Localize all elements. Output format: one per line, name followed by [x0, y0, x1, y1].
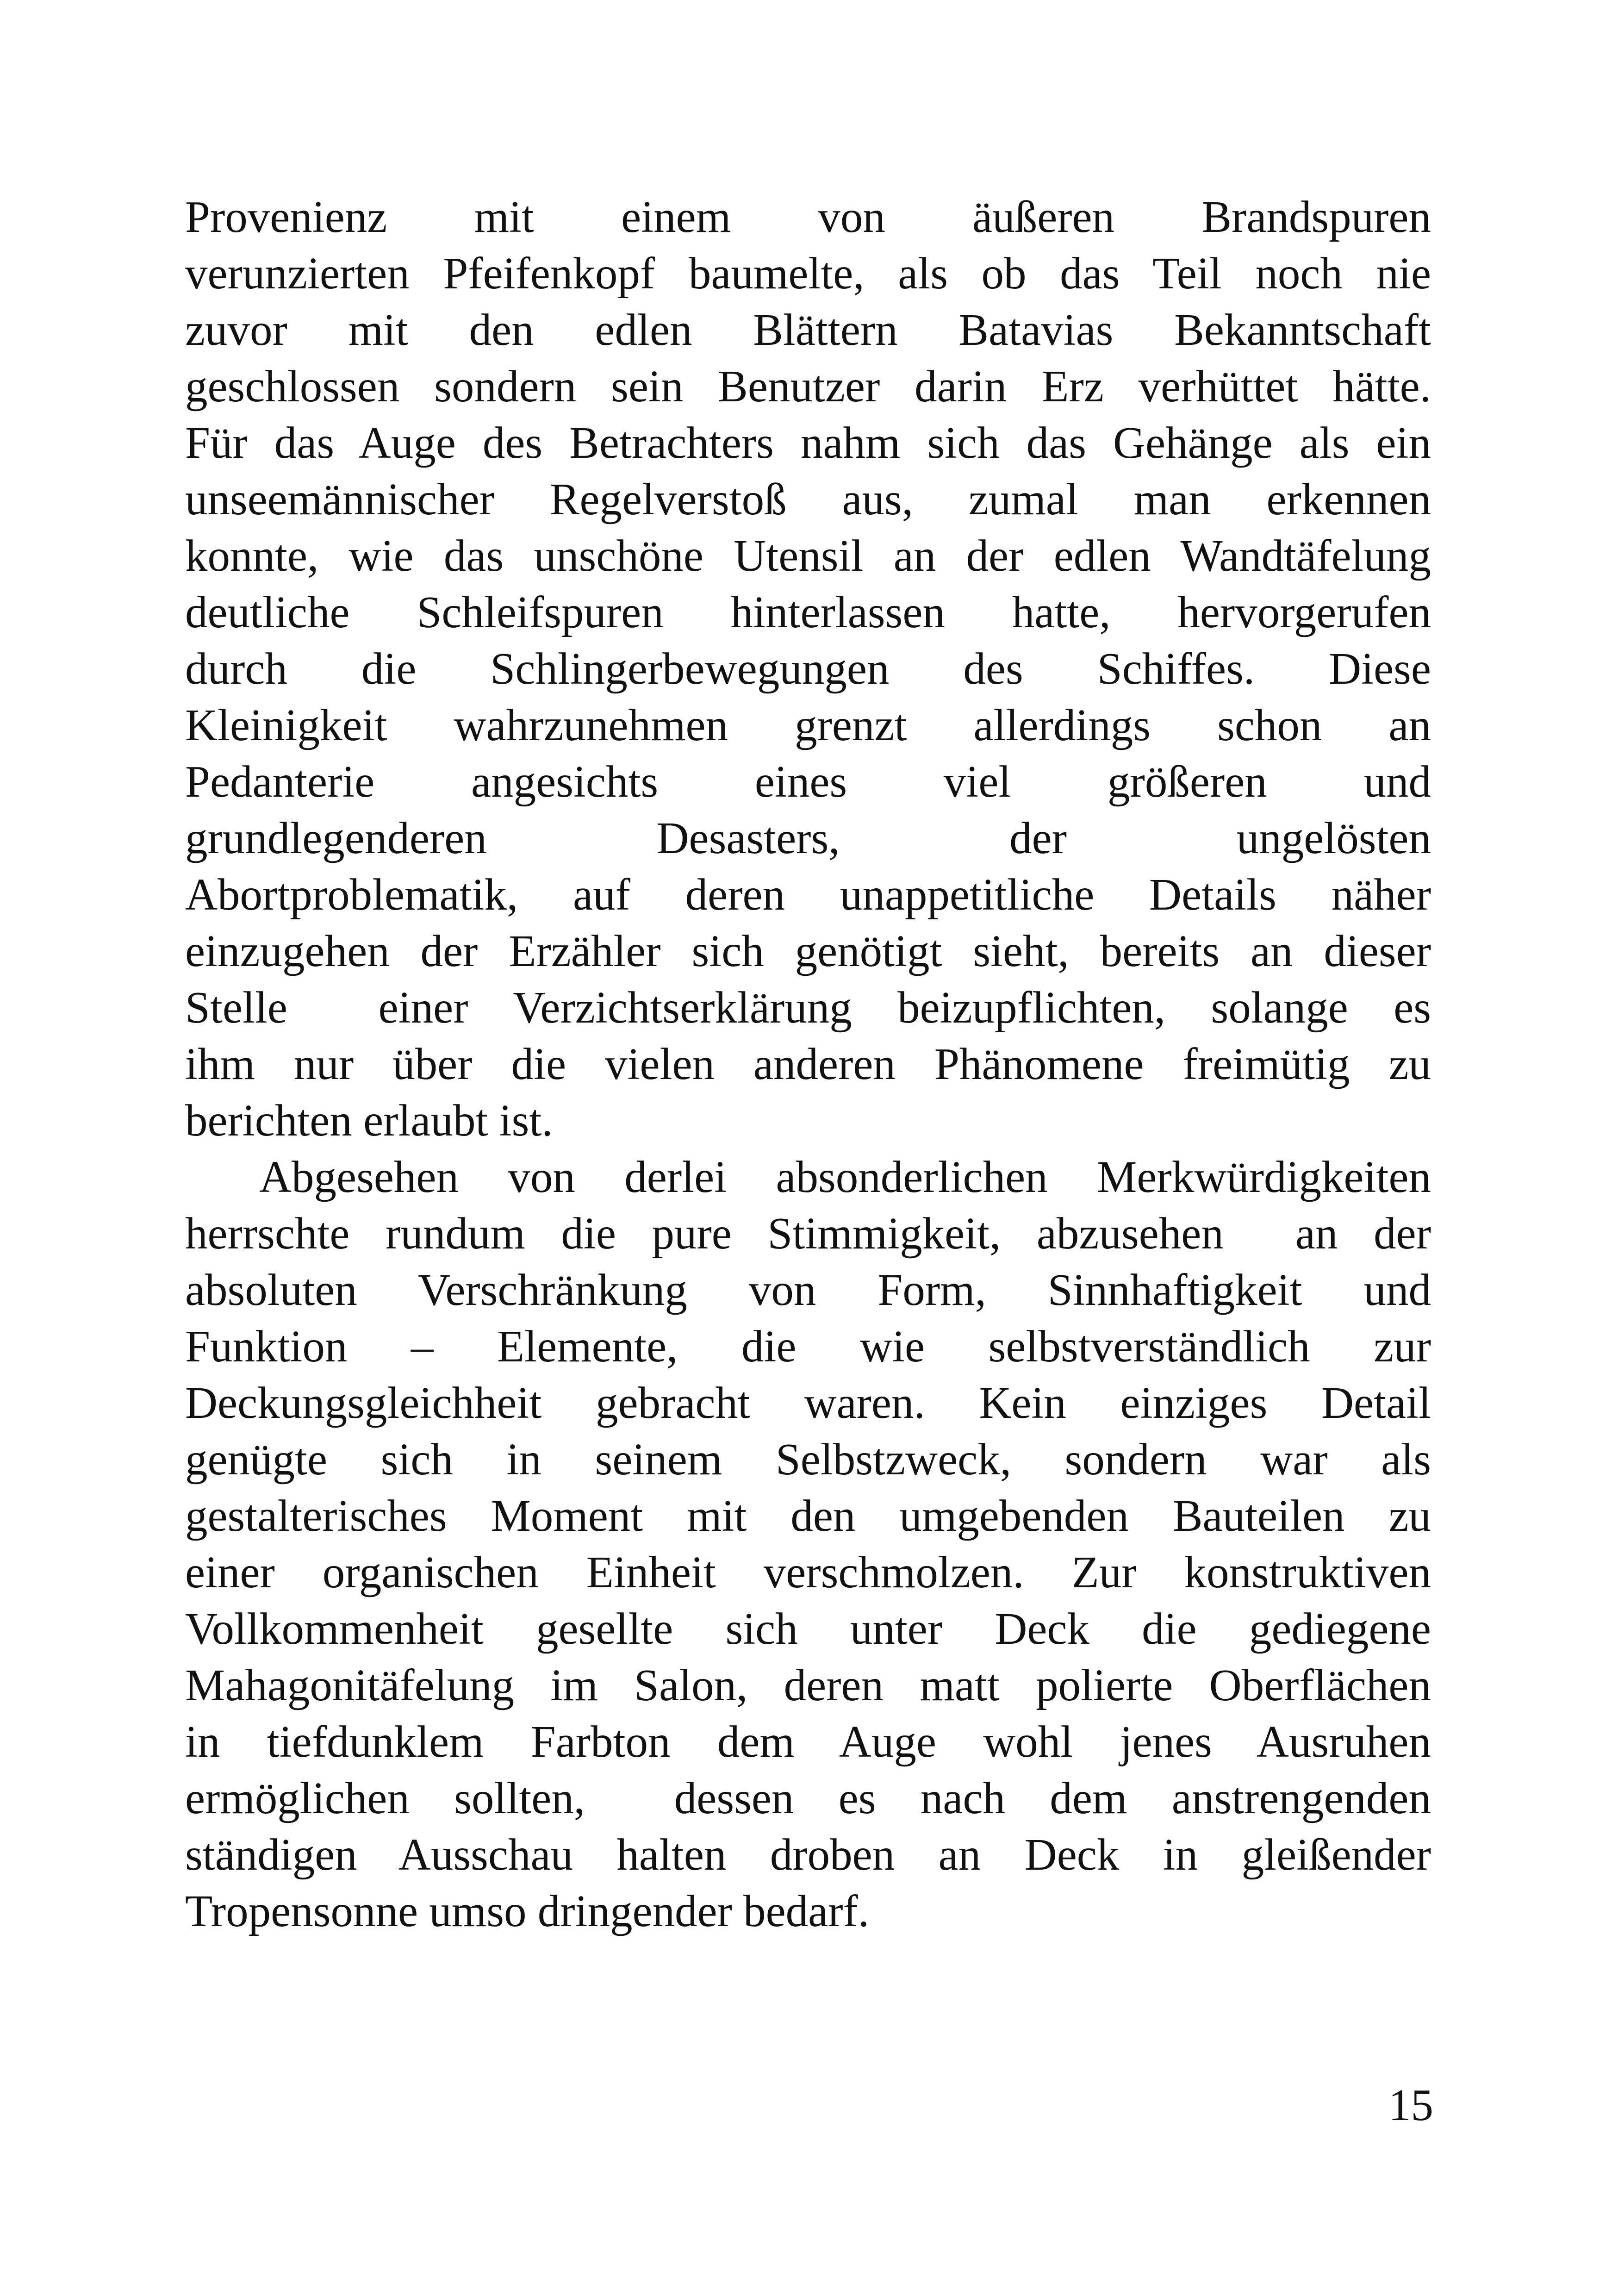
text-line: einzugehen der Erzähler sich genötigt sieht, bereits an dieser	[185, 926, 1431, 976]
text-line: Abgesehen von derlei absonderlichen Merkwürdigkeiten	[259, 1152, 1431, 1202]
text-line: Vollkommenheit gesellte sich unter Deck die gediegene	[185, 1604, 1431, 1653]
text-line: Tropensonne umso dringender bedarf.	[185, 1886, 870, 1936]
page-number: 15	[1388, 2080, 1433, 2130]
text-line: Provenienz mit einem von äußeren Brandspuren	[185, 192, 1431, 242]
text-line: ihm nur über die vielen anderen Phänomene freimütig zu	[185, 1039, 1431, 1089]
text-line: absoluten Verschränkung von Form, Sinnhaftigkeit und	[185, 1265, 1431, 1315]
text-line: in tiefdunklem Farbton dem Auge wohl jenes Ausruhen	[185, 1717, 1431, 1766]
text-line: herrschte rundum die pure Stimmigkeit, abzusehen an der	[185, 1209, 1431, 1258]
text-line: gestalterisches Moment mit den umgebenden Bauteilen zu	[185, 1491, 1431, 1541]
text-line: ermöglichen sollten, dessen es nach dem anstrengenden	[185, 1773, 1431, 1823]
text-line: geschlossen sondern sein Benutzer darin Erz verhüttet hätte.	[185, 362, 1431, 411]
text-line: Deckungsgleichheit gebracht waren. Kein einziges Detail	[185, 1378, 1431, 1428]
text-line: unseemännischer Regelverstoß aus, zumal man erkennen	[185, 474, 1431, 524]
text-line: deutliche Schleifspuren hinterlassen hatte, hervorgerufen	[185, 587, 1431, 637]
text-line: Pedanterie angesichts eines viel größeren und	[185, 757, 1431, 806]
text-line: einer organischen Einheit verschmolzen. Zur konstruktiven	[185, 1547, 1431, 1597]
text-line: berichten erlaubt ist.	[185, 1096, 553, 1145]
text-line: verunzierten Pfeifenkopf baumelte, als ob das Teil noch nie	[185, 249, 1431, 298]
text-line: Abortproblematik, auf deren unappetitliche Details näher	[185, 870, 1431, 919]
text-line: genügte sich in seinem Selbstzweck, sondern war als	[185, 1435, 1431, 1484]
text-line: ständigen Ausschau halten droben an Deck in gleißender	[185, 1830, 1431, 1879]
paragraph-1	[185, 189, 1431, 1149]
text-line: zuvor mit den edlen Blättern Batavias Bekanntschaft	[185, 305, 1431, 355]
text-line: durch die Schlingerbewegungen des Schiffes. Diese	[185, 644, 1431, 693]
text-line: konnte, wie das unschöne Utensil an der edlen Wandtäfelung	[185, 531, 1431, 580]
body-text	[185, 189, 1431, 1940]
paragraph-2	[185, 1149, 1431, 1940]
text-line: grundlegenderen Desasters, der ungelösten	[185, 813, 1431, 863]
text-line: Stelle einer Verzichtserklärung beizupflichten, solange es	[185, 983, 1431, 1032]
text-line: Für das Auge des Betrachters nahm sich das Gehänge als ein	[185, 418, 1431, 468]
text-line: Mahagonitäfelung im Salon, deren matt polierte Oberflächen	[185, 1660, 1431, 1710]
text-line: Funktion – Elemente, die wie selbstverständlich zur	[185, 1322, 1431, 1371]
text-line: Kleinigkeit wahrzunehmen grenzt allerdings schon an	[185, 700, 1431, 750]
